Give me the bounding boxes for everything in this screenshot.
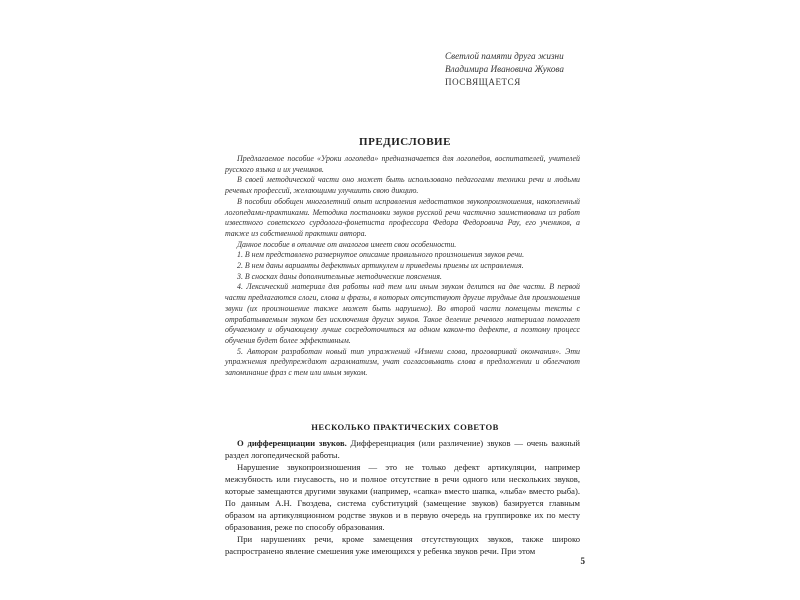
book-page [225, 40, 585, 580]
dedication-line-1: Светлой памяти друга жизни [445, 51, 564, 61]
preface-paragraph: 5. Автором разработан новый тип упражнений «Измени слова, проговаривай окончания». Эти упражнения предупреждают аграмматизм, учат согласовывать слова в предложении и облегчают запоминание фраз с тем или иным звуком. [225, 346, 580, 378]
advice-paragraph [225, 437, 580, 461]
advice-lead-bold: О дифференциации звуков. [237, 438, 347, 448]
preface-title: ПРЕДИСЛОВИЕ [359, 136, 451, 148]
preface-paragraph: 2. В нем даны варианты дефектных артикулем и приведены приемы их исправления. [237, 261, 524, 271]
preface-paragraph: Данное пособие в отличие от аналогов имеет свои особенности. [237, 239, 457, 249]
preface-paragraph: Предлагаемое пособие «Уроки логопеда» предназначается для логопедов, воспитателей, учителей русского языка и их учеников. [225, 154, 580, 174]
preface-paragraph: 4. Лексический материал для работы над тем или иным звуком делится на две части. В первой части предлагаются слоги, слова и фразы, в которых отсутствуют другие трудные для произношения звуки (их произношение также может быть нарушено). Во второй части помещены тексты с отрабатываемым звуком без исключения других звуков. Такое деление речевого материала помогает обучаемому и обучающему лучше сосредоточиться на одном каком-то дефекте, а поэтому процесс обучения будет более эффективным. [225, 282, 580, 345]
advice-lead-text: Дифференциация (или различение) звуков — очень важный раздел логопедической работы. [225, 438, 580, 460]
preface-paragraph: В пособии обобщен многолетний опыт исправления недостатков звукопроизношения, накопленный логопедами-практиками. Методика постановки звуков русской речи частично заимствована из работ известного советского сурдолога-фонетиста профессора Федора Федоровича Рау, его учеников, а также из собственной практики автора. [225, 196, 580, 238]
advice-title: НЕСКОЛЬКО ПРАКТИЧЕСКИХ СОВЕТОВ [311, 422, 499, 432]
page-number: 5 [580, 556, 585, 566]
advice-paragraph: При нарушениях речи, кроме замещения отсутствующих звуков, также широко распространено явление смешения уже имеющихся у ребенка звуков речи. При этом [225, 534, 580, 556]
preface-paragraph: В своей методической части оно может быть использовано педагогами техники речи и людьми речевых профессий, желающими улучшить свою дикцию. [225, 175, 580, 196]
preface-paragraph: 1. В нем представлено развернутое описание правильного произношения звуков речи. [237, 250, 525, 260]
preface-body [225, 154, 580, 379]
preface-paragraph: 3. В сносках даны дополнительные методические пояснения. [237, 271, 442, 281]
dedication [445, 50, 605, 89]
advice-paragraph: Нарушение звукопроизношения — это не только дефект артикуляции, например межзубность или гнусавость, но и полное отсутствие в речи одного или нескольких звуков, которые замещаются другими звуками (например, «сапка» вместо шапка, «лыба» вместо рыба). По данным А.Н. Гвоздева, система субституций (замещение звуков) базируется главным образом на артикуляционном родстве звуков и в первую очередь на группировке их по месту образования, реже по способу образования. [225, 462, 580, 532]
dedication-line-2: Владимира Ивановича Жукова [445, 64, 564, 74]
dedication-line-3: ПОСВЯЩАЕТСЯ [445, 77, 521, 87]
advice-body [225, 437, 580, 557]
